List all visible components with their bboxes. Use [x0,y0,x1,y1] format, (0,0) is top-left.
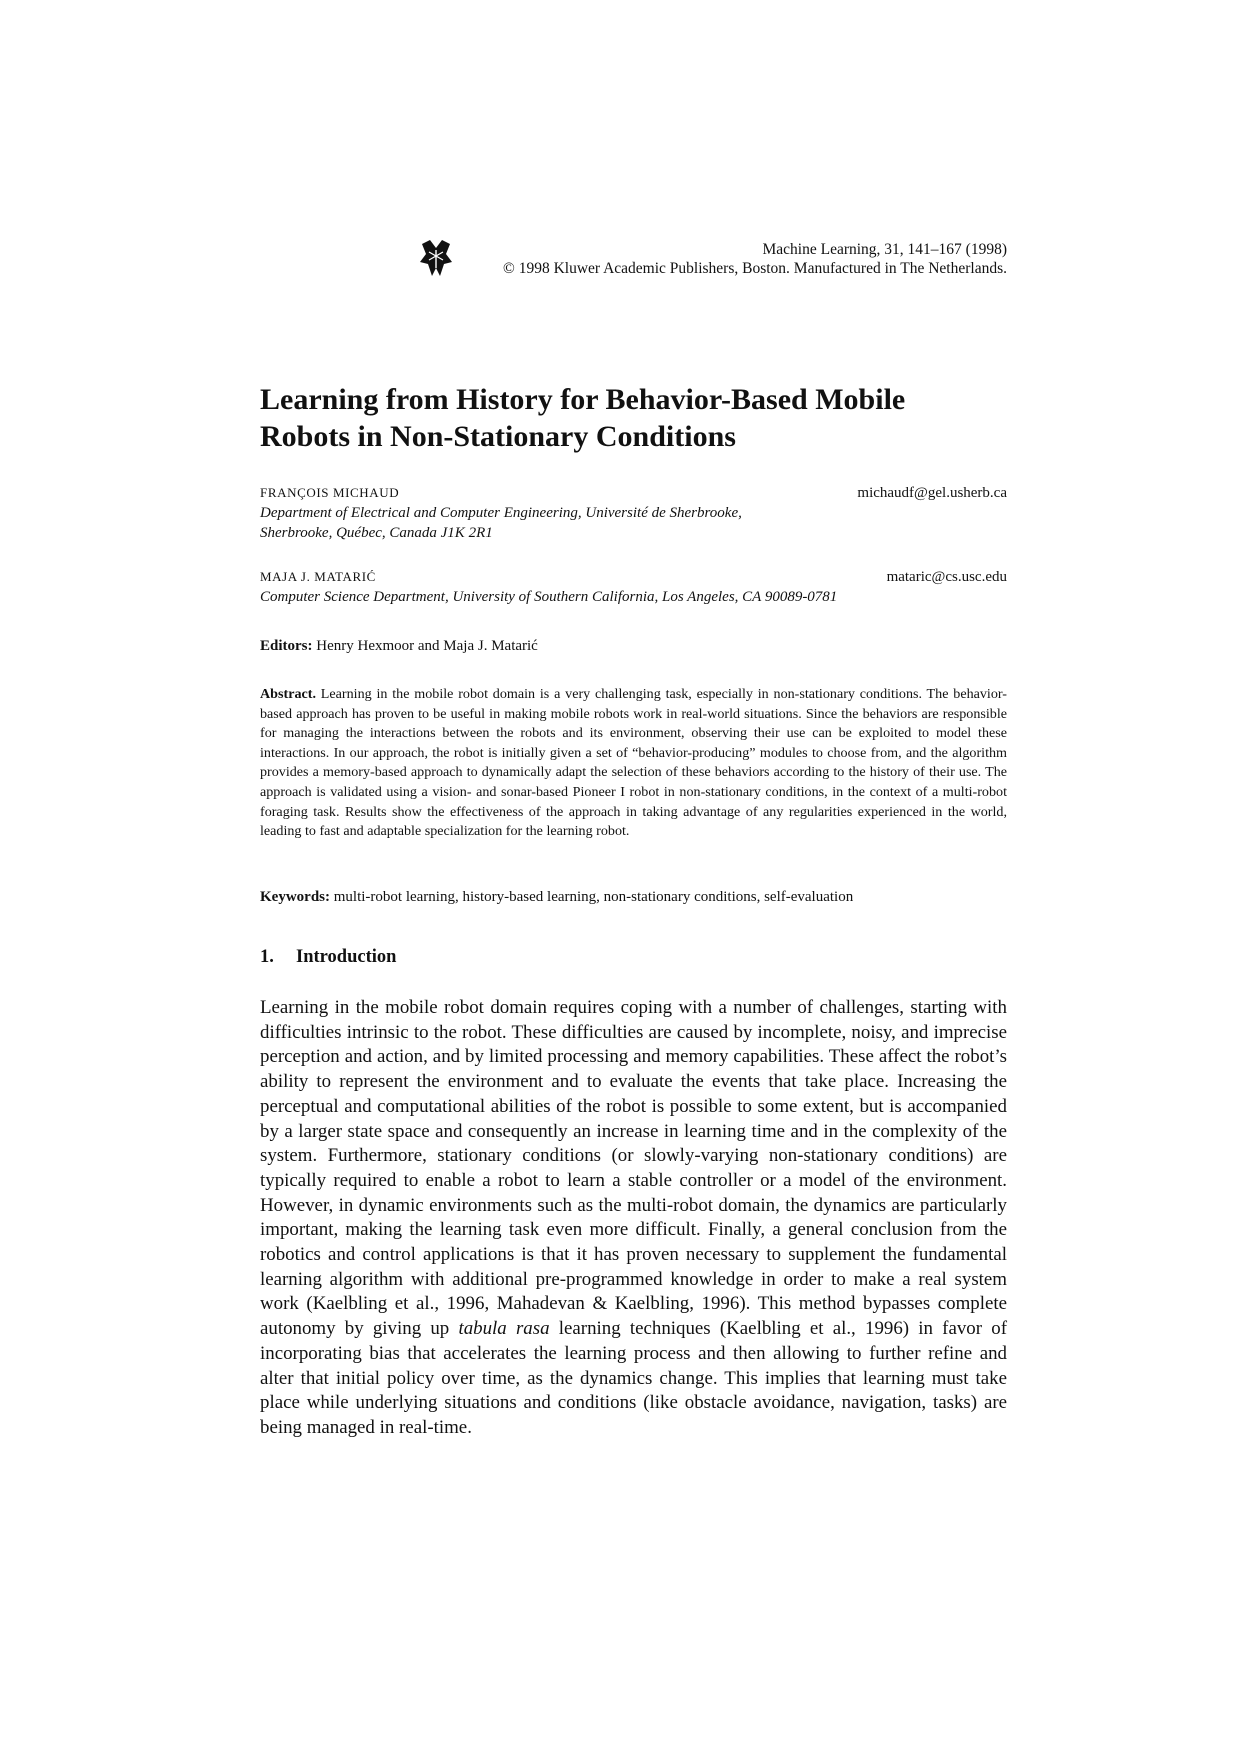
title-line-2: Robots in Non-Stationary Conditions [260,420,736,453]
journal-header [420,240,1007,280]
author-email: michaudf@gel.usherb.ca [857,485,1007,501]
body-text: Learning in the mobile robot domain requires coping with a number of challenges, starting with difficulties intrinsic to the robot. These difficulties are caused by incomplete, noisy, and imprecise perception and action, and by limited processing and memory capabilities. These affect the robot’s ability to represent the environment and to evaluate the events that take place. Increasing the perceptual and computational abilities of the robot is possible to some extent, but is accompanied by a larger state space and consequently an increase in learning time and in the complexity of the system. Furthermore, stationary conditions (or slowly-varying non-stationary conditions) are typically required to enable a robot to learn a stable controller or a model of the environment. However, in dynamic environments such as the multi-robot domain, the dynamics are particularly important, making the learning task even more difficult. Finally, a general conclusion from the robotics and control applications is that it has proven necessary to supplement the fundamental learning algorithm with additional pre-programmed knowledge in order to make a real system work (Kaelbling et al., 1996, Mahadevan & Kaelbling, 1996). This method bypasses complete autonomy by giving up [260,997,1007,1340]
author-affiliation: Computer Science Department, University of Southern California, Los Angeles, CA 90089-0781 [260,589,838,605]
section-heading [260,945,1007,969]
section-title: Introduction [296,947,397,967]
abstract-text: Learning in the mobile robot domain is a very challenging task, especially in non-stationary conditions. The behavior-based approach has proven to be useful in making mobile robots work in real-world situations. Since the behaviors are responsible for managing the interactions between the robots and its environment, observing their use can be exploited to model these interactions. In our approach, the robot is initially given a set of “behavior-producing” modules to choose from, and the algorithm provides a memory-based approach to dynamically adapt the selection of these behaviors according to the history of their use. The approach is validated using a vision- and sonar-based Pioneer I robot in non-stationary conditions, in the context of a multi-robot foraging task. Results show the effectiveness of the approach in taking advantage of any regularities experienced in the world, leading to fast and adaptable specialization for the learning robot. [260,686,1007,840]
keywords-line [260,887,1007,907]
editors-value: Henry Hexmoor and Maja J. Matarić [316,638,538,654]
abstract-label: Abstract. [260,686,316,702]
author-name: MAJA J. MATARIĆ [260,569,376,584]
author-email: mataric@cs.usc.edu [886,569,1007,585]
section-number: 1. [260,947,274,967]
keywords-value: multi-robot learning, history-based learning, non-stationary conditions, self-evaluation [333,889,854,905]
author-block-1 [260,483,1007,543]
editors-label: Editors: [260,638,313,654]
journal-citation-line: Machine Learning, 31, 141–167 (1998) [762,241,1007,258]
kluwer-logo-icon [420,240,454,278]
paper-title [260,381,1007,455]
author-affiliation: Department of Electrical and Computer Engineering, Université de Sherbrooke, [260,505,742,521]
body-text-italic: tabula rasa [458,1318,550,1340]
keywords-label: Keywords: [260,889,330,905]
abstract [260,685,1007,842]
author-name: FRANÇOIS MICHAUD [260,485,400,500]
author-affiliation: Sherbrooke, Québec, Canada J1K 2R1 [260,525,493,541]
introduction-paragraph [260,996,1007,1441]
body-text: learning techniques (Kaelbling et al., 1996) in favor of incorporating bias that accelerates the learning process and then allowing to further refine and alter that initial policy over time, as the dynamics change. This implies that learning must take place while underlying situations and conditions (like obstacle avoidance, navigation, tasks) are being managed in real-time. [260,1318,1007,1438]
title-line-1: Learning from History for Behavior-Based Mobile [260,383,906,416]
editors-line [260,636,1007,656]
journal-citation [503,240,1007,278]
copyright-line: © 1998 Kluwer Academic Publishers, Boston. Manufactured in The Netherlands. [503,260,1007,277]
author-block-2 [260,567,1007,607]
